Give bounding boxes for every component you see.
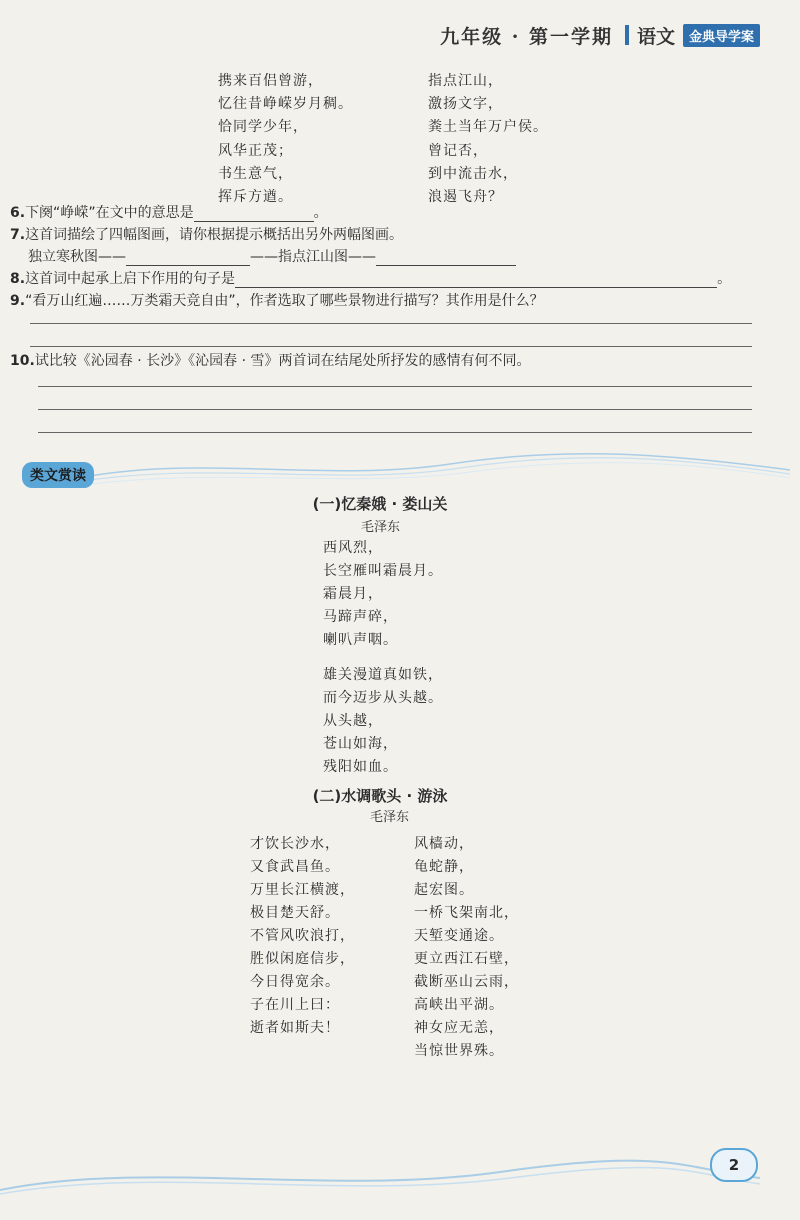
poem-line: 雄关漫道真如铁， xyxy=(323,667,443,683)
poem-line: 不管风吹浪打， xyxy=(250,928,355,944)
header-divider xyxy=(625,25,629,45)
question-8 xyxy=(10,268,731,288)
poem-line: 胜似闲庭信步， xyxy=(250,951,355,967)
poem-line: 才饮长沙水， xyxy=(250,836,340,852)
answer-blank[interactable] xyxy=(126,251,250,266)
poem1-title: (一)忆秦娥 · 娄山关 xyxy=(312,495,448,513)
answer-blank[interactable] xyxy=(194,207,314,222)
question-text: 下阕“峥嵘”在文中的意思是 xyxy=(25,205,194,221)
poem-line: 携来百侣曾游， xyxy=(218,73,323,89)
poem-line: 极目楚天舒。 xyxy=(250,905,340,921)
poem-line: 挥斥方遒。 xyxy=(218,189,293,206)
poem-line: 又食武昌鱼。 xyxy=(250,859,340,875)
poem-line: 残阳如血。 xyxy=(323,759,398,775)
page-number: 2 xyxy=(710,1148,758,1182)
section-tag: 类文赏读 xyxy=(22,462,94,488)
question-7 xyxy=(10,224,403,244)
answer-line[interactable] xyxy=(38,432,752,433)
question-number: 6. xyxy=(10,205,26,221)
poem-line: 曾记否， xyxy=(428,142,488,159)
question-text: ——指点江山图—— xyxy=(250,249,376,265)
page-header xyxy=(440,22,760,48)
question-number: 7. xyxy=(10,227,26,243)
poem-line: 高峡出平湖。 xyxy=(414,997,504,1013)
question-text: 独立寒秋图—— xyxy=(28,249,126,265)
decorative-wave xyxy=(90,448,790,488)
top-poem-left-column xyxy=(218,70,353,209)
question-text: “看万山红遍……万类霜天竞自由”，作者选取了哪些景物进行描写？其作用是什么？ xyxy=(25,293,544,309)
poem-line: 起宏图。 xyxy=(414,882,474,898)
poem-line: 喇叭声咽。 xyxy=(323,632,398,648)
poem-line: 子在川上曰： xyxy=(250,997,340,1013)
poem2-author: 毛泽东 xyxy=(370,810,410,825)
header-badge: 金典导学案 xyxy=(683,24,760,47)
question-number: 8. xyxy=(10,271,26,287)
poem-line: 风樯动， xyxy=(414,836,474,852)
header-grade: 九年级 · 第一学期 xyxy=(440,25,613,48)
poem-line: 浪遏飞舟？ xyxy=(428,189,503,206)
poem-line: 逝者如斯夫！ xyxy=(250,1020,340,1036)
question-number: 10. xyxy=(10,353,35,369)
poem-line: 天堑变通途。 xyxy=(414,928,504,944)
poem-line: 长空雁叫霜晨月。 xyxy=(323,563,443,579)
poem-line: 从头越， xyxy=(323,713,383,729)
question-9 xyxy=(10,290,544,310)
poem-line: 万里长江横渡， xyxy=(250,882,355,898)
question-text: 试比较《沁园春 · 长沙》《沁园春 · 雪》两首词在结尾处所抒发的感情有何不同。 xyxy=(34,353,531,369)
answer-line[interactable] xyxy=(30,346,752,347)
answer-blank[interactable] xyxy=(376,251,516,266)
poem-line: 书生意气， xyxy=(218,165,293,182)
poem-line: 霜晨月， xyxy=(323,586,383,602)
poem-line: 龟蛇静， xyxy=(414,859,474,875)
answer-blank[interactable] xyxy=(235,273,717,288)
answer-line[interactable] xyxy=(38,409,752,410)
poem-line: 恰同学少年， xyxy=(218,119,308,136)
poem1-author: 毛泽东 xyxy=(361,520,401,535)
question-text-end: 。 xyxy=(717,271,732,287)
poem-line: 一桥飞架南北， xyxy=(414,905,519,921)
bottom-wave-decoration xyxy=(0,1150,760,1200)
poem2-title: (二)水调歌头 · 游泳 xyxy=(312,787,448,805)
poem-line: 神女应无恙， xyxy=(414,1020,504,1036)
poem-line: 到中流击水， xyxy=(428,165,518,182)
poem-line: 风华正茂； xyxy=(218,142,293,159)
poem-line: 粪土当年万户侯。 xyxy=(428,119,548,136)
question-6 xyxy=(10,202,328,222)
question-7-sub xyxy=(28,246,516,266)
poem-line: 截断巫山云雨， xyxy=(414,974,519,990)
poem-line: 忆往昔峥嵘岁月稠。 xyxy=(218,96,353,113)
question-text-end: 。 xyxy=(313,205,328,221)
question-10 xyxy=(10,350,531,370)
header-subject: 语文 xyxy=(636,25,675,48)
poem-line: 西风烈， xyxy=(323,540,383,556)
poem-line: 激扬文字， xyxy=(428,96,503,113)
poem-line: 更立西江石壁， xyxy=(414,951,519,967)
question-number: 9. xyxy=(10,293,26,309)
poem-line: 今日得宽余。 xyxy=(250,974,340,990)
answer-line[interactable] xyxy=(38,386,752,387)
top-poem-right-column xyxy=(428,70,548,209)
question-text: 这首词中起承上启下作用的句子是 xyxy=(25,271,236,287)
poem-line: 苍山如海， xyxy=(323,736,398,752)
poem-line: 指点江山， xyxy=(428,73,503,89)
poem-line: 马蹄声碎， xyxy=(323,609,398,625)
question-text: 这首词描绘了四幅图画，请你根据提示概括出另外两幅图画。 xyxy=(25,227,404,243)
poem-line: 而今迈步从头越。 xyxy=(323,690,443,706)
answer-line[interactable] xyxy=(30,323,752,324)
poem-line: 当惊世界殊。 xyxy=(414,1043,504,1059)
